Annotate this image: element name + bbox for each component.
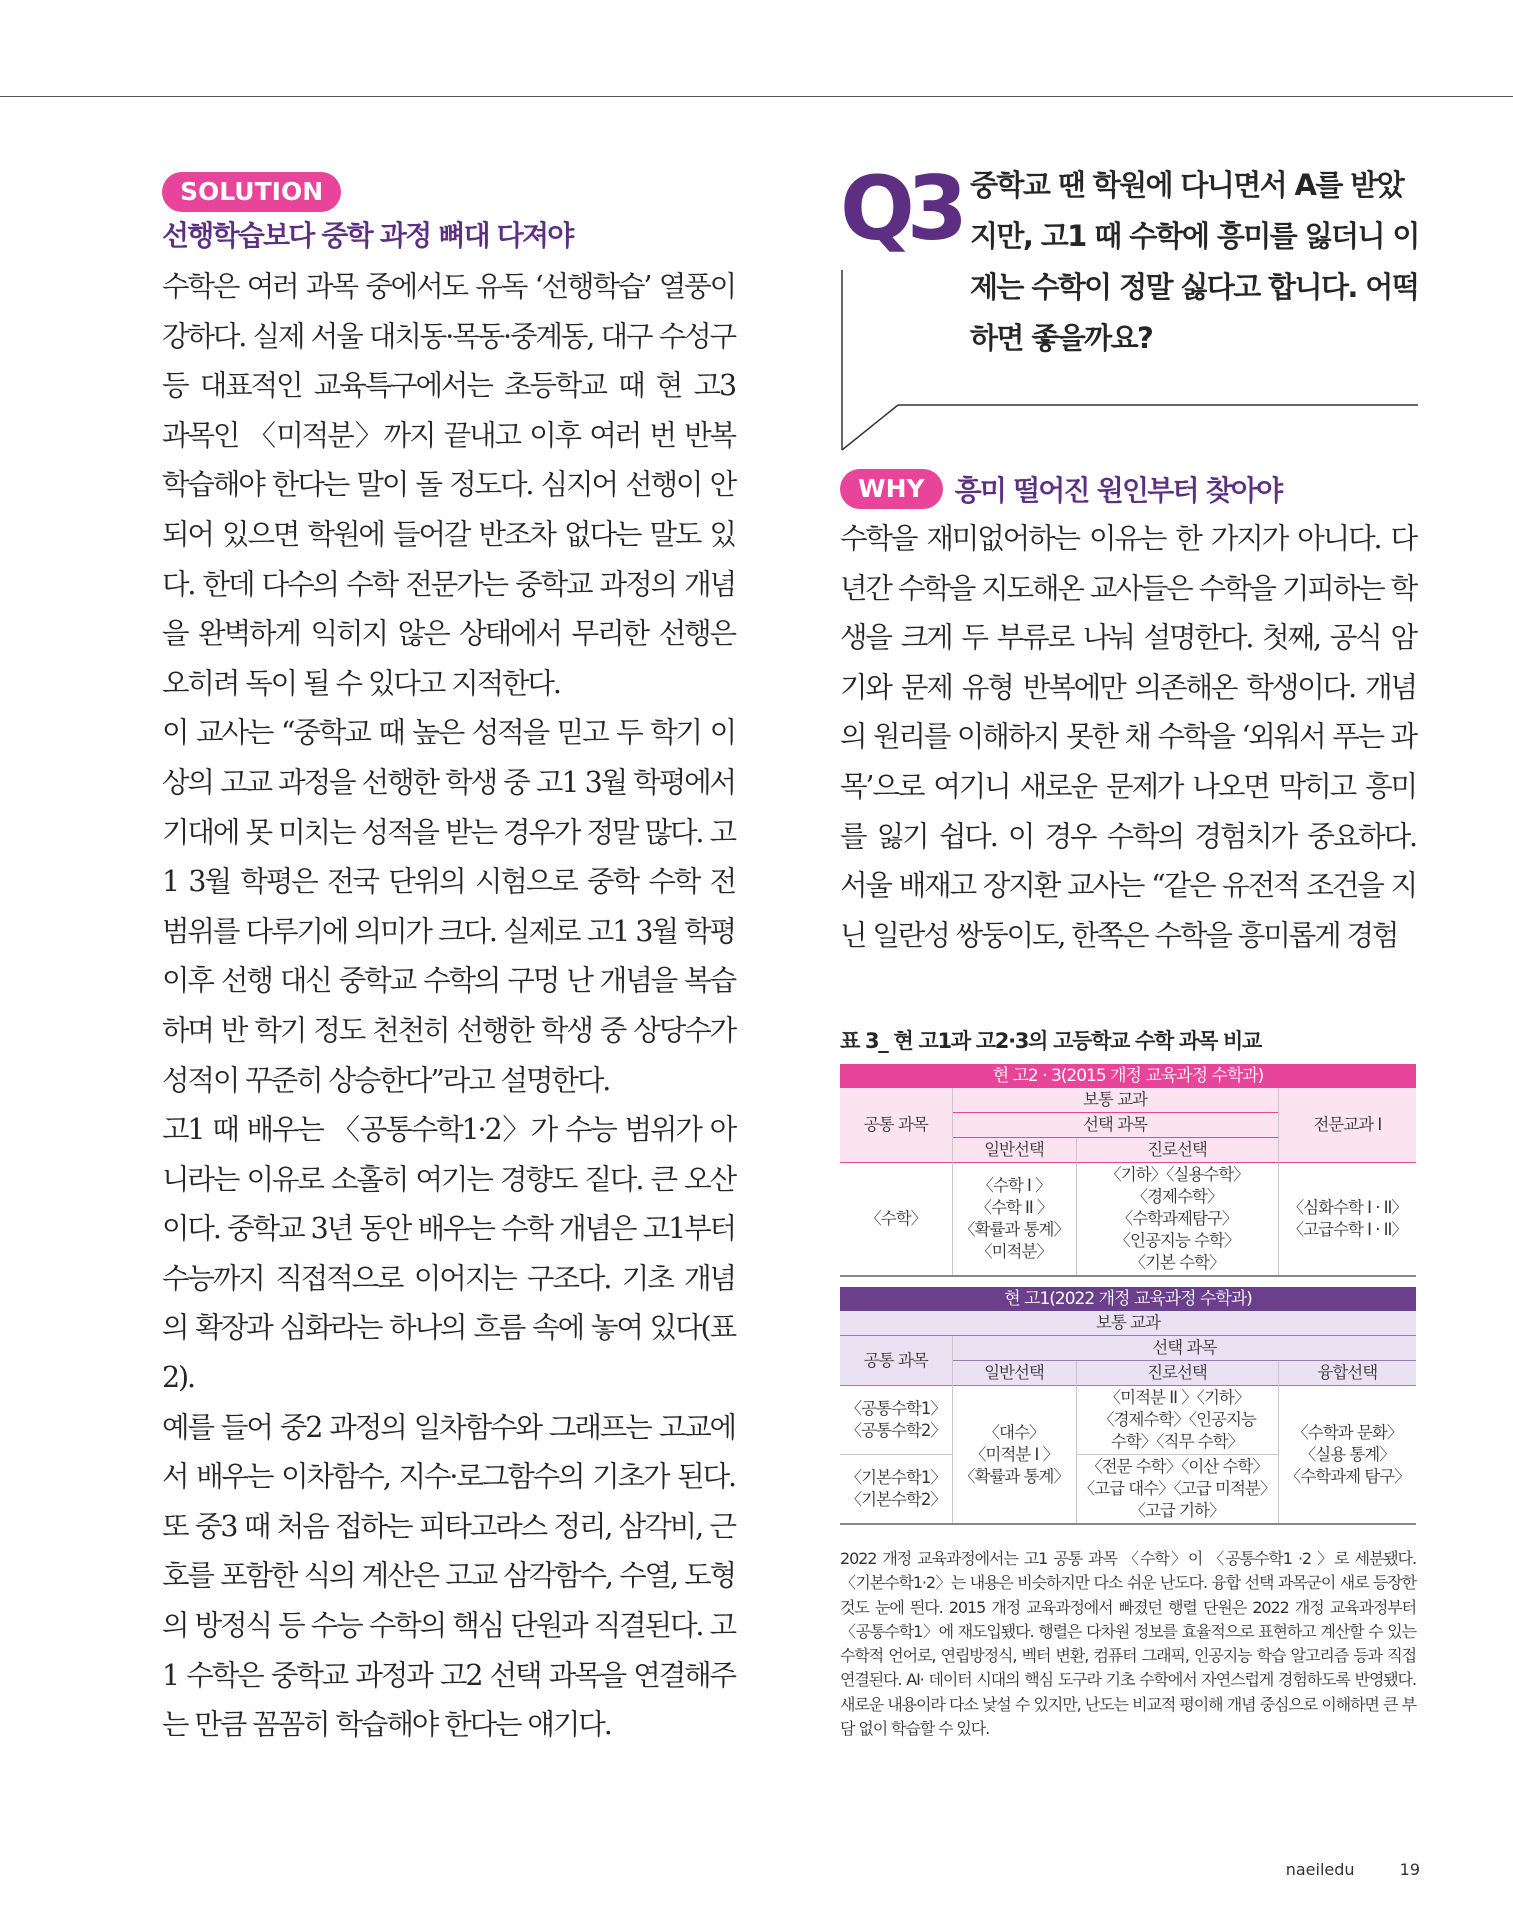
table-band-new: [840, 1287, 1416, 1311]
solution-body: [162, 262, 735, 1750]
cell-text: 〈기본수학1〉: [845, 1468, 946, 1487]
why-paragraph: 수학을 재미없어하는 이유는 한 가지가 아니다. 다년간 수학을 지도해온 교사들은 수학을 기피하는 학생을 크게 두 부류로 나눠 설명한다. 첫째, 공식 암기와 문제 유형 반복에만 의존해온 학생이다. 개념의 원리를 이해하지 못한 채 수학을 ‘외워서 푸는 과목’으로 여기니 새로운 문제가 나오면 막히고 흥미를 잃기 쉽다. 이 경우 수학의 경험치가 중요하다. 서울 배재고 장지환 교사는 “같은 유전적 조건을 지닌 일란성 쌍둥이도, 한쪽은 수학을 흥미롭게 경험: [840, 522, 1416, 952]
cell-current-ilban: [952, 1163, 1076, 1277]
q3-mark: Q3: [840, 157, 961, 260]
cell-text: 〈미적분〉: [976, 1242, 1052, 1261]
page-footer: [1286, 1860, 1420, 1879]
cell-text: 〈공통수학2〉: [845, 1421, 946, 1440]
table-header-row: [840, 1311, 1416, 1336]
table-row: [840, 1163, 1416, 1277]
cell-text: 〈공통수학1〉: [845, 1399, 946, 1418]
cell-new-yunghap: [1278, 1386, 1416, 1525]
table-gap: [840, 1276, 1416, 1287]
top-rule: [0, 96, 1513, 97]
solution-paragraph-1: 수학은 여러 과목 중에서도 유독 ‘선행학습’ 열풍이 강하다. 실제 서울 대치동·목동·중계동, 대구 수성구 등 대표적인 교육특구에서는 초등학교 때 현 고3 과목인 〈미적분〉까지 끝내고 이후 여러 번 반복 학습해야 한다는 말이 돌 정도다. 심지어 선행이 안 되어 있으면 학원에 들어갈 반조차 없다는 말도 있다. 한데 다수의 수학 전문가는 중학교 과정의 개념을 완벽하게 익히지 않은 상태에서 무리한 선행은 오히려 독이 될 수 있다고 지적한다.: [162, 270, 735, 700]
cell-text: 〈수학 I 〉: [977, 1176, 1051, 1195]
cell-text: 〈고급수학 I · II〉: [1287, 1220, 1407, 1239]
page-number: 19: [1399, 1860, 1420, 1879]
header-new-seontaek: 선택 과목: [952, 1336, 1416, 1361]
table-note: 2022 개정 교육과정에서는 고1 공통 과목 〈수학〉이 〈공통수학1 ·2 〉로 세분됐다. 〈기본수학1·2〉는 내용은 비슷하지만 다소 쉬운 난도다. 융합 선택 과목군이 새로 등장한 것도 눈에 띈다. 2015 개정 교육과정에서 빠졌던 행렬 단원은 2022 개정 교육과정부터 〈공통수학1〉에 재도입됐다. 행렬은 다차원 정보를 효율적으로 표현하고 계산할 수 있는 수학적 언어로, 연립방정식, 벡터 변환, 컴퓨터 그래픽, 인공지능 학습 알고리즘 등과 직접 연결된다. AI· 데이터 시대의 핵심 도구라 기초 수학에서 자연스럽게 경험하도록 반영됐다. 새로운 내용이라 다소 낯설 수 있지만, 난도는 비교적 평이해 개념 중심으로 이해하면 큰 부담 없이 학습할 수 있다.: [840, 1549, 1416, 1739]
solution-paragraph-4: 예를 들어 중2 과정의 일차함수와 그래프는 고교에서 배우는 이차함수, 지수·로그함수의 기초가 된다. 또 중3 때 처음 접하는 피타고라스 정리, 삼각비, 근호를 포함한 식의 계산은 고교 삼각함수, 수열, 도형의 방정식 등 수능 수학의 핵심 단원과 직결된다. 고1 수학은 중학교 과정과 고2 선택 과목을 연결해주는 만큼 꼼꼼히 학습해야 한다는 얘기다.: [162, 1410, 735, 1742]
cell-text: 〈수학과제탐구〉: [1116, 1209, 1238, 1228]
cell-new-ilban: [952, 1386, 1076, 1525]
cell-text: 〈수학과 문화〉: [1292, 1422, 1403, 1442]
header-bottong: 보통 교과: [952, 1088, 1278, 1113]
band-current-label: 현 고2 · 3(2015 개정 교육과정 수학과): [840, 1064, 1416, 1088]
cell-text: 〈수학〉: [865, 1209, 927, 1228]
cell-text: 수학〉〈직무 수학〉: [1110, 1432, 1244, 1451]
header-new-ilban: 일반선택: [952, 1361, 1076, 1386]
why-badge: WHY: [840, 469, 943, 509]
cell-text: 〈대수〉: [983, 1422, 1045, 1442]
header-jeonmun: 전문교과 I: [1278, 1088, 1416, 1163]
band-new-label: 현 고1(2022 개정 교육과정 수학과): [840, 1287, 1416, 1311]
cell-text: 〈수학과제 탐구〉: [1284, 1466, 1410, 1486]
cell-text: 〈기본 수학〉: [1129, 1253, 1225, 1272]
cell-text: 〈실용 통계〉: [1299, 1444, 1395, 1464]
cell-text: 〈고급 대수〉〈고급 미적분〉: [1078, 1479, 1276, 1498]
cell-text: 〈미적분 I 〉: [969, 1444, 1059, 1464]
cell-current-gongtong: [840, 1163, 952, 1277]
solution-section: [162, 172, 735, 1750]
footer-brand: naeiledu: [1285, 1860, 1355, 1879]
header-new-yunghap: 융합선택: [1278, 1361, 1416, 1386]
cell-text: 〈경제수학〉: [1131, 1187, 1223, 1206]
cell-current-jeonmun: [1278, 1163, 1416, 1277]
header-ilban: 일반선택: [952, 1138, 1076, 1163]
cell-text: 〈고급 기하〉: [1129, 1501, 1225, 1520]
cell-text: 〈경제수학〉〈인공지능: [1098, 1410, 1256, 1429]
why-heading: 흥미 떨어진 원인부터 찾아야: [954, 474, 1282, 507]
header-new-bottong: 보통 교과: [840, 1311, 1416, 1336]
comparison-table-section: [840, 1026, 1416, 1741]
header-jinro: 진로선택: [1076, 1138, 1278, 1163]
cell-current-jinro: [1076, 1163, 1278, 1277]
q3-question: 중학교 땐 학원에 다니면서 A를 받았지만, 고1 때 수학에 흥미를 잃더니 이제는 수학이 정말 싫다고 합니다. 어떡하면 좋을까요?: [970, 168, 1419, 355]
cell-text: 〈인공지능 수학〉: [1114, 1231, 1240, 1250]
table-header-row: [840, 1336, 1416, 1361]
header-seontaek: 선택 과목: [952, 1113, 1278, 1138]
header-new-gongtong: 공통 과목: [840, 1336, 952, 1386]
solution-paragraph-3: 고1 때 배우는 〈공통수학1·2〉가 수능 범위가 아니라는 이유로 소홀히 여기는 경향도 짙다. 큰 오산이다. 중학교 3년 동안 배우는 수학 개념은 고1부터 수능까지 직접적으로 이어지는 구조다. 기초 개념의 확장과 심화라는 하나의 흐름 속에 놓여 있다(표 2).: [162, 1113, 735, 1395]
solution-badge: SOLUTION: [162, 172, 341, 212]
solution-heading: 선행학습보다 중학 과정 뼈대 다져야: [162, 219, 573, 252]
cell-text: 〈미적분 II 〉〈기하〉: [1104, 1388, 1250, 1407]
cell-text: 〈전문 수학〉〈이산 수학〉: [1086, 1457, 1268, 1476]
cell-new-gongtong-2: [840, 1455, 952, 1525]
table-row: [840, 1386, 1416, 1455]
cell-text: 〈수학 II 〉: [975, 1198, 1053, 1217]
why-header: [840, 466, 1416, 512]
q3-block: [840, 157, 1420, 452]
cell-text: 〈확률과 통계〉: [959, 1466, 1069, 1486]
table-band-current: [840, 1064, 1416, 1088]
table-header-row: [840, 1088, 1416, 1113]
comparison-table: [840, 1064, 1416, 1525]
table-caption: 표 3_ 현 고1과 고2·3의 고등학교 수학 과목 비교: [840, 1029, 1261, 1053]
cell-new-jinro-2: [1076, 1455, 1278, 1525]
cell-text: 〈기하〉〈실용수학〉: [1105, 1165, 1249, 1184]
cell-text: 〈확률과 통계〉: [959, 1220, 1069, 1239]
why-section: [840, 466, 1416, 960]
cell-new-jinro-1: [1076, 1386, 1278, 1455]
why-body: [840, 514, 1416, 960]
solution-paragraph-2: 이 교사는 “중학교 때 높은 성적을 믿고 두 학기 이상의 고교 과정을 선행한 학생 중 고1 3월 학평에서 기대에 못 미치는 성적을 받는 경우가 정말 많다. 고1 3월 학평은 전국 단위의 시험으로 중학 수학 전 범위를 다루기에 의미가 크다. 실제로 고1 3월 학평 이후 선행 대신 중학교 수학의 구멍 난 개념을 복습하며 반 학기 정도 천천히 선행한 학생 중 상당수가 성적이 꾸준히 상승한다”라고 설명한다.: [162, 716, 735, 1097]
cell-text: 〈기본수학2〉: [845, 1490, 946, 1509]
cell-new-gongtong-1: [840, 1386, 952, 1455]
header-gongtong: 공통 과목: [840, 1088, 952, 1163]
header-new-jinro: 진로선택: [1076, 1361, 1278, 1386]
cell-text: 〈심화수학 I · II〉: [1287, 1198, 1407, 1217]
q3-bracket-frame: [840, 270, 1420, 452]
